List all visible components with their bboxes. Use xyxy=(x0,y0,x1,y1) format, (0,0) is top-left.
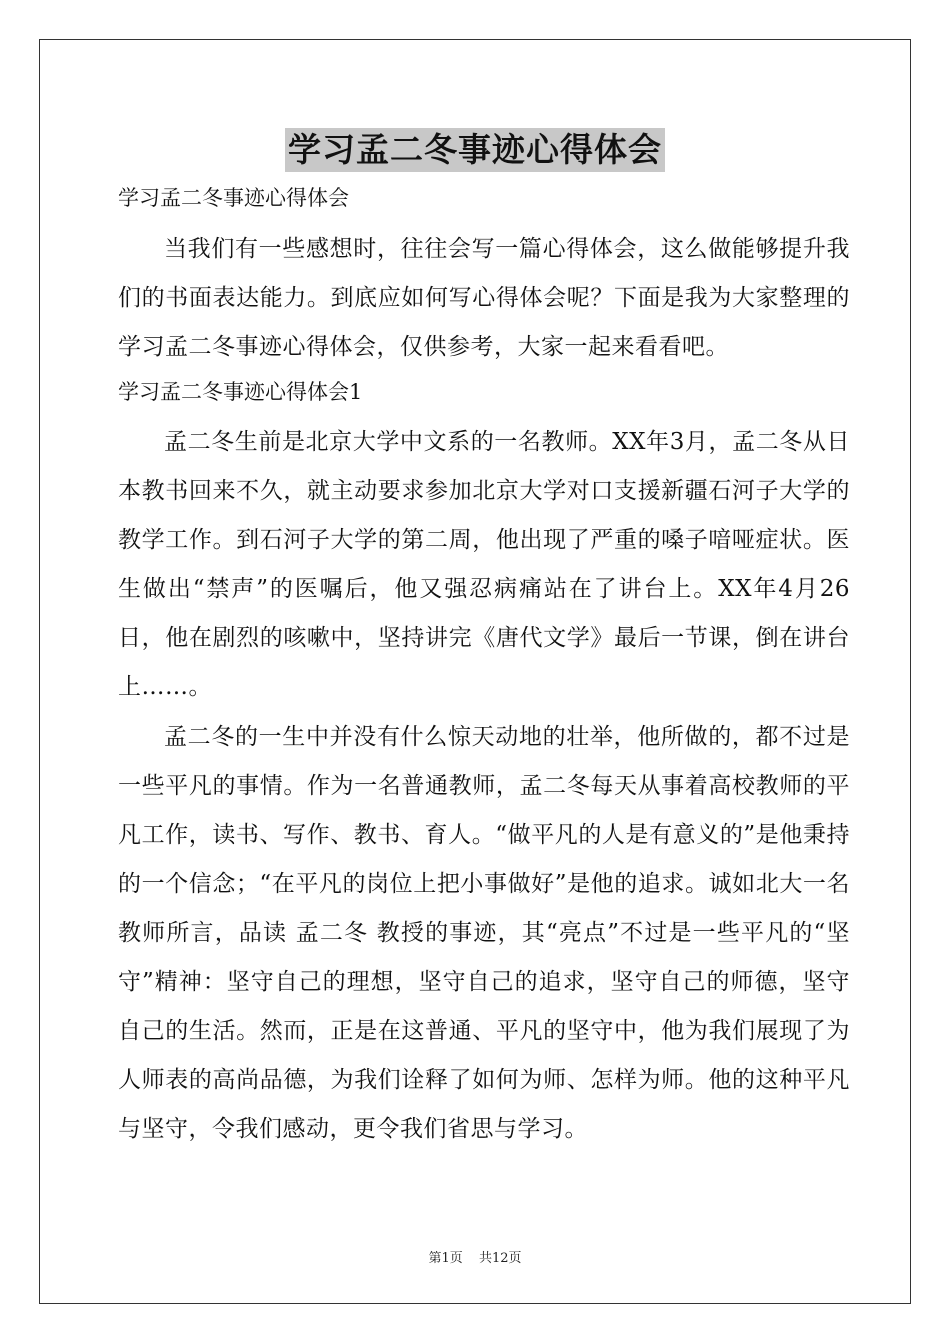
page-number-total: 共12页 xyxy=(478,1251,522,1266)
intro-paragraph: 当我们有一些感想时，往往会写一篇心得体会，这么做能够提升我们的书面表达能力。到底应如何写心得体会呢？下面是我为大家整理的学习孟二冬事迹心得体会，仅供参考，大家一起来看看吧。 xyxy=(118,236,850,360)
document-subtitle: 学习孟二冬事迹心得体会 xyxy=(118,186,349,210)
page-footer xyxy=(0,1247,950,1266)
document-title: 学习孟二冬事迹心得体会 xyxy=(285,128,665,172)
body-paragraph-2: 孟二冬的一生中并没有什么惊天动地的壮举，他所做的，都不过是一些平凡的事情。作为一名普通教师，孟二冬每天从事着高校教师的平凡工作，读书、写作、教书、育人。“做平凡的人是有意义的”是他秉持的一个信念；“在平凡的岗位上把小事做好”是他的追求。诚如北大一名教师所言，品读 孟二冬 教授的事迹，其“亮点”不过是一些平凡的“坚守”精神：坚守自己的理想，坚守自己的追求，坚守自己的师德，坚守自己的生活。然而，正是在这普通、平凡的坚守中，他为我们展现了为人师表的高尚品德，为我们诠释了如何为师、怎样为师。他的这种平凡与坚守，令我们感动，更令我们省思与学习。 xyxy=(118,724,850,1142)
title-container xyxy=(0,128,950,172)
document-body xyxy=(118,178,850,1154)
body-paragraph-1: 孟二冬生前是北京大学中文系的一名教师。XX年3月，孟二冬从日本教书回来不久，就主动要求参加北京大学对口支援新疆石河子大学的教学工作。到石河子大学的第二周，他出现了严重的嗓子喑哑症状。医生做出“禁声”的医嘱后，他又强忍病痛站在了讲台上。XX年4月26日，他在剧烈的咳嗽中，坚持讲完《唐代文学》最后一节课，倒在讲台上……。 xyxy=(118,429,850,700)
page-number-current: 第1页 xyxy=(428,1251,463,1266)
section-heading: 学习孟二冬事迹心得体会1 xyxy=(118,380,363,404)
